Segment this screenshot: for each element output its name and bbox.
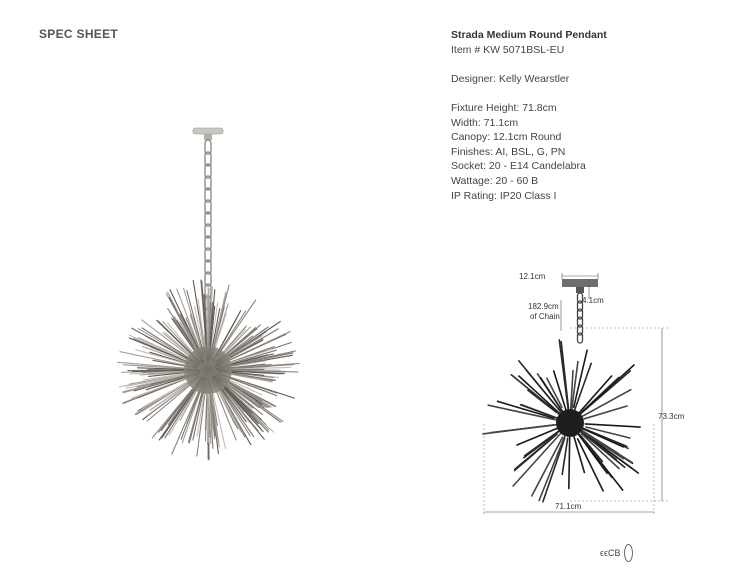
spec-socket: Socket: 20 - E14 Candelabra — [451, 160, 586, 173]
canopy-plate — [193, 128, 223, 134]
dim-width: 71.1cm — [555, 502, 582, 511]
designer: Designer: Kelly Wearstler — [451, 72, 570, 85]
spec-canopy: Canopy: 12.1cm Round — [451, 131, 562, 144]
burst-core — [184, 346, 232, 394]
dim-canopy: 12.1cm — [519, 272, 546, 281]
dimension-diagram — [470, 265, 710, 525]
diagram-canopy — [562, 279, 598, 287]
spec-width: Width: 71.1cm — [451, 116, 519, 129]
dim-chain-label: of Chain — [530, 312, 560, 321]
page-header-label: SPEC SHEET — [39, 27, 119, 41]
product-title: Strada Medium Round Pendant — [451, 29, 607, 41]
product-photo — [100, 120, 320, 480]
cert-text: ϵϵCB — [600, 548, 621, 558]
dim-height: 73.3cm — [658, 412, 685, 421]
spec-ip-rating: IP Rating: IP20 Class I — [451, 189, 557, 202]
cert-shape-icon — [624, 544, 633, 562]
spec-finishes: Finishes: AI, BSL, G, PN — [451, 145, 566, 158]
dim-chain-length: 182.9cm — [528, 302, 559, 311]
dim-canopy-depth: 4.1cm — [582, 296, 604, 305]
item-number: Item # KW 5071BSL-EU — [451, 43, 565, 56]
spec-fixture-height: Fixture Height: 71.8cm — [451, 101, 557, 114]
canopy-stem — [204, 134, 212, 140]
spec-wattage: Wattage: 20 - 60 B — [451, 174, 539, 187]
certification-marks — [600, 544, 633, 562]
spec-block — [451, 28, 731, 203]
